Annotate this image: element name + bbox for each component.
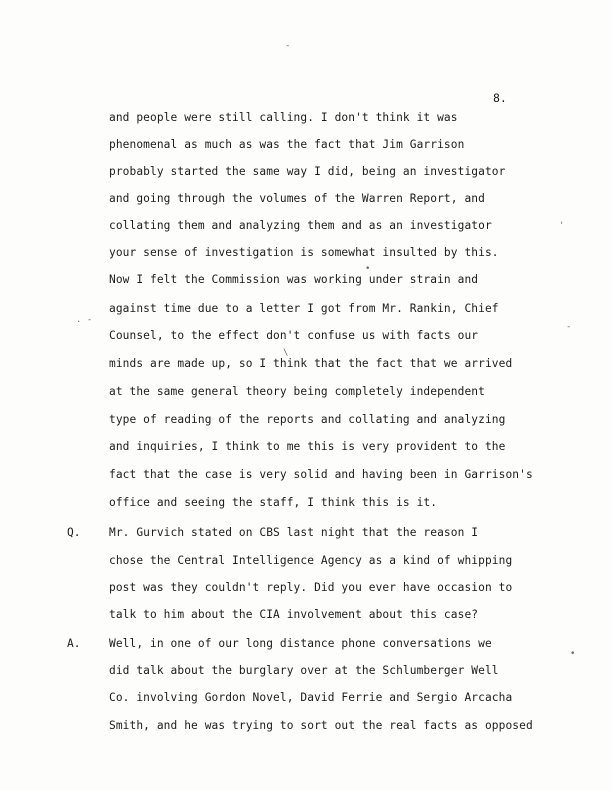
text-line: type of reading of the reports and collating and analyzing: [109, 413, 506, 426]
text-line: talk to him about the CIA involvement about this case?: [109, 608, 479, 621]
text-line: probably started the same way I did, being an investigator: [109, 165, 506, 178]
text-line: chose the Central Intelligence Agency as a kind of whipping: [109, 554, 513, 567]
scan-speck: -: [566, 322, 572, 332]
text-line: phenomenal as much as was the fact that Jim Garrison: [109, 138, 465, 151]
text-line: post was they couldn't reply. Did you ever have occasion to: [109, 581, 513, 594]
text-line: at the same general theory being completely independent: [109, 385, 485, 398]
text-line: your sense of investigation is somewhat insulted by this.: [109, 246, 499, 259]
text-line: and going through the volumes of the Warren Report, and: [109, 192, 485, 205]
text-line: and people were still calling. I don't think it was: [109, 111, 458, 124]
text-line: Counsel, to the effect don't confuse us with facts our: [109, 329, 479, 342]
scan-speck: \: [283, 348, 289, 358]
text-line: Co. involving Gordon Novel, David Ferrie and Sergio Arcacha: [109, 691, 513, 704]
page-number: 8.: [493, 91, 507, 105]
scan-speck: . -: [76, 315, 93, 325]
text-line: collating them and analyzing them and as an investigator: [109, 219, 492, 232]
text-line: minds are made up, so I think that the fact that we arrived: [109, 357, 513, 370]
scan-speck: •: [365, 264, 371, 274]
text-line: did talk about the burglary over at the Schlumberger Well: [109, 664, 499, 677]
text-line: Now I felt the Commission was working under strain and: [109, 273, 479, 286]
text-line: against time due to a letter I got from Mr. Rankin, Chief: [109, 302, 499, 315]
text-line: fact that the case is very solid and having been in Garrison's: [109, 468, 533, 481]
text-line: Well, in one of our long distance phone conversations we: [109, 637, 492, 650]
text-line: and inquiries, I think to me this is very provident to the: [109, 440, 506, 453]
text-line: Mr. Gurvich stated on CBS last night that the reason I: [109, 526, 479, 539]
scan-speck: •: [570, 649, 576, 659]
scan-speck: ': [559, 221, 565, 231]
scan-speck: -: [285, 41, 291, 51]
text-line: Smith, and he was trying to sort out the real facts as opposed: [109, 719, 533, 732]
text-line: office and seeing the staff, I think this is it.: [109, 496, 438, 509]
speaker-label-question: Q.: [67, 526, 81, 539]
speaker-label-answer: A.: [67, 637, 81, 650]
